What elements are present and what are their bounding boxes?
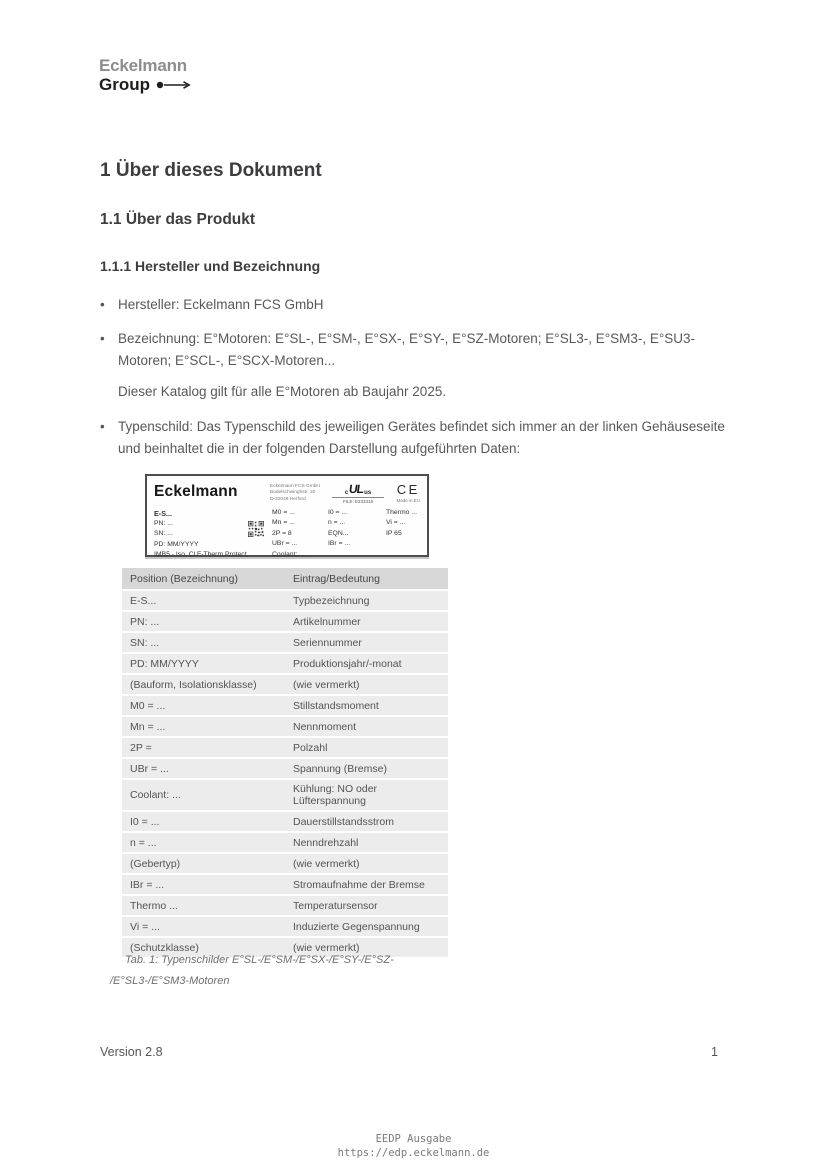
table-cell: Polzahl	[285, 738, 448, 757]
table-row	[122, 854, 448, 873]
nameplate-line: IBr = ...	[328, 540, 351, 548]
edition-watermark	[0, 1133, 827, 1160]
ul-file-number: FILE: E233316	[332, 497, 384, 504]
table-row	[122, 896, 448, 915]
nameplate-data-table	[122, 566, 448, 959]
table-cell: Nenndrehzahl	[285, 833, 448, 852]
table-row	[122, 612, 448, 631]
table-cell: M0 = ...	[122, 696, 285, 715]
nameplate-line: IMB5 - Iso. Cl.F-Therm Protect	[154, 551, 247, 559]
logo-text-group: Group	[99, 74, 150, 94]
table-cell: Thermo ...	[122, 896, 285, 915]
watermark-url: https://edp.eckelmann.de	[337, 1146, 490, 1159]
bullet-text-bezeichnung: Bezeichnung: E°Motoren: E°SL-, E°SM-, E°SX-, E°SY-, E°SZ-Motoren; E°SL3-, E°SM3-, E°SU3-Motoren; E°SCL-, E°SCX-Motoren... Dieser Katalog gilt für alle E°Motoren ab Baujahr 2025.	[118, 328, 728, 404]
nameplate-column-3	[328, 508, 386, 561]
column-header-position: Position (Bezeichnung)	[122, 568, 285, 589]
table-cell: Kühlung: NO oder Lüfterspannung	[285, 780, 448, 810]
table-cell: SN: ...	[122, 633, 285, 652]
table-cell: 2P =	[122, 738, 285, 757]
table-cell: E-S...	[122, 591, 285, 610]
table-row	[122, 717, 448, 736]
ce-mark-icon: CE Made in EU	[396, 482, 420, 503]
table-cell: (wie vermerkt)	[285, 938, 448, 957]
nameplate-line: 2P = 8	[272, 529, 292, 537]
table-row	[122, 633, 448, 652]
nameplate-figure	[145, 474, 429, 557]
company-logo	[99, 57, 192, 94]
table-cell: Mn = ...	[122, 717, 285, 736]
subsection-heading: 1.1.1 Hersteller und Bezeichnung	[100, 258, 321, 274]
nameplate-brand: Eckelmann	[154, 483, 238, 500]
version-label: Version 2.8	[100, 1045, 163, 1059]
list-item	[100, 328, 728, 404]
table-row	[122, 875, 448, 894]
table-cell: Temperatursensor	[285, 896, 448, 915]
table-cell: PD: MM/YYYY	[122, 654, 285, 673]
table-header-row	[122, 568, 448, 589]
address-line: Eckelmann FCS GmbH	[270, 484, 320, 489]
nameplate-column-2	[272, 508, 328, 561]
nameplate-line: EQN...	[328, 529, 349, 537]
table-cell: Stromaufnahme der Bremse	[285, 875, 448, 894]
table-row	[122, 654, 448, 673]
table-cell: Vi = ...	[122, 917, 285, 936]
nameplate-column-1	[154, 508, 272, 561]
ul-mark-icon: c UL us FILE: E233316	[332, 482, 384, 504]
nameplate-line: Mn = ...	[272, 519, 295, 527]
caption-line-1: Tab. 1: Typenschilder E°SL-/E°SM-/E°SX-/E°SY-/E°SZ-	[125, 954, 394, 966]
watermark-line-1: EEDP Ausgabe	[375, 1133, 452, 1145]
table-row	[122, 738, 448, 757]
table-cell: Seriennummer	[285, 633, 448, 652]
table-cell: PN: ...	[122, 612, 285, 631]
table-cell: (wie vermerkt)	[285, 675, 448, 694]
table-cell: (Schutzklasse)	[122, 938, 285, 957]
table-row	[122, 759, 448, 778]
table-row	[122, 833, 448, 852]
nameplate-line: Coolant: ...	[272, 550, 305, 558]
chapter-heading: 1 Über dieses Dokument	[100, 160, 322, 181]
made-in-eu-label: Made in EU	[396, 498, 420, 503]
nameplate-line: PN: ...	[154, 519, 173, 527]
qr-code-icon	[248, 521, 264, 537]
table-row	[122, 780, 448, 810]
address-line: D-32049 Herford	[270, 496, 306, 502]
table-cell: I0 = ...	[122, 812, 285, 831]
catalog-note: Dieser Katalog gilt für alle E°Motoren ab Baujahr 2025.	[118, 384, 447, 399]
list-item	[100, 294, 728, 316]
page-number: 1	[711, 1045, 718, 1059]
table-row	[122, 591, 448, 610]
logo-text-eckelmann: Eckelmann	[99, 56, 187, 75]
table-row	[122, 917, 448, 936]
table-row	[122, 696, 448, 715]
nameplate-line: IP 65	[386, 529, 402, 537]
table-cell: Spannung (Bremse)	[285, 759, 448, 778]
table-cell: Stillstandsmoment	[285, 696, 448, 715]
logo-arrow-icon	[156, 80, 192, 90]
table-row	[122, 675, 448, 694]
nameplate-line: I0 = ...	[328, 508, 348, 516]
bullet-icon: •	[100, 297, 105, 312]
bullet-list	[100, 294, 728, 472]
section-heading: 1.1 Über das Produkt	[100, 211, 256, 228]
table-cell: n = ...	[122, 833, 285, 852]
column-header-eintrag: Eintrag/Bedeutung	[285, 568, 448, 589]
table-cell: Produktionsjahr/-monat	[285, 654, 448, 673]
caption-line-2: /E°SL3-/E°SM3-Motoren	[110, 975, 230, 987]
nameplate-line: Vi = ...	[386, 519, 406, 527]
nameplate-line: SN: ...	[154, 530, 173, 538]
bullet-icon: •	[100, 331, 105, 346]
nameplate-line: n = ...	[328, 519, 346, 527]
page-footer	[100, 1045, 718, 1059]
table-body	[122, 591, 448, 957]
table-cell: (wie vermerkt)	[285, 854, 448, 873]
bullet-text-hersteller: Hersteller: Eckelmann FCS GmbH	[118, 297, 324, 312]
nameplate-type-line: E-S...	[154, 508, 172, 518]
table-cell: Artikelnummer	[285, 612, 448, 631]
nameplate-line: Thermo ...	[386, 508, 417, 516]
table-cell: IBr = ...	[122, 875, 285, 894]
bullet-text-typenschild: Typenschild: Das Typenschild des jeweiligen Gerätes befindet sich immer an der linken Gehäuseseite und beinhaltet die in der folgenden Darstellung aufgeführten Daten:	[118, 419, 725, 456]
table-cell: (Gebertyp)	[122, 854, 285, 873]
table-cell: Induzierte Gegenspannung	[285, 917, 448, 936]
table-cell: Coolant: ...	[122, 780, 285, 810]
nameplate-line: UBr = ...	[272, 540, 298, 548]
nameplate-address	[270, 484, 332, 503]
table-row	[122, 812, 448, 831]
table-caption	[110, 950, 394, 992]
table-cell: Typbezeichnung	[285, 591, 448, 610]
nameplate-line: M0 = ...	[272, 508, 295, 516]
table-cell: Nennmoment	[285, 717, 448, 736]
address-line: Bodelschwinghstr. 20	[270, 490, 316, 496]
table-cell: Dauerstillstandsstrom	[285, 812, 448, 831]
table-cell: (Bauform, Isolationsklasse)	[122, 675, 285, 694]
nameplate-column-4	[386, 508, 420, 561]
table-cell: UBr = ...	[122, 759, 285, 778]
nameplate-line: PD: MM/YYYY	[154, 540, 199, 548]
bullet-icon: •	[100, 419, 105, 434]
list-item	[100, 416, 728, 460]
